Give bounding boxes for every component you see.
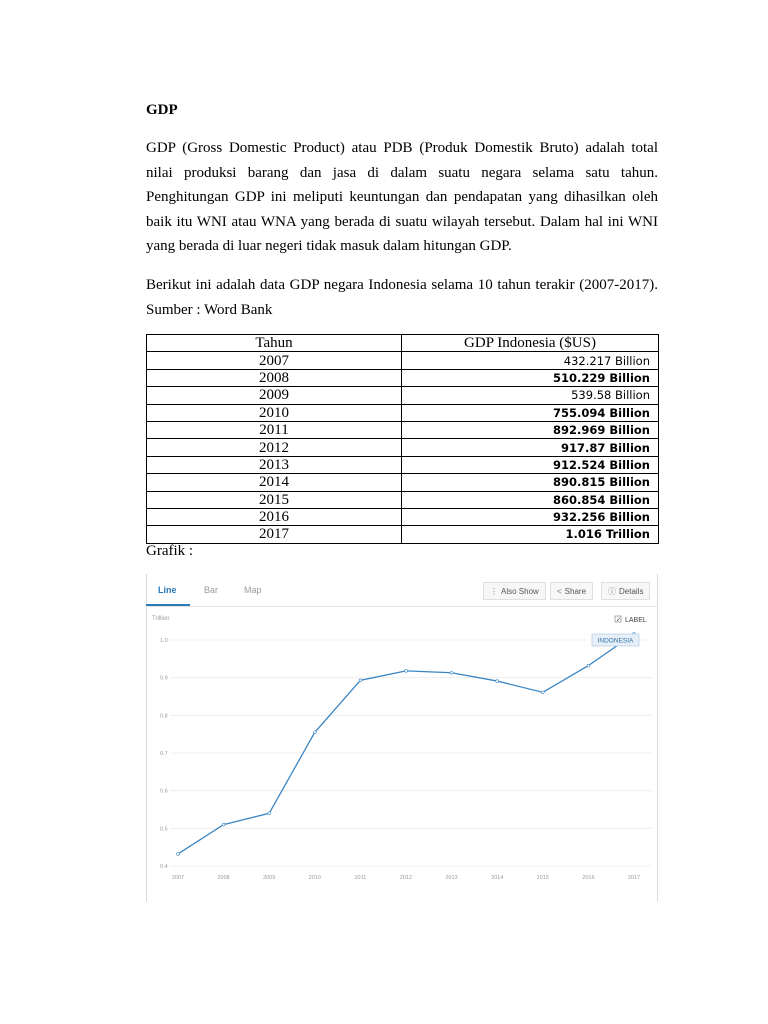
y-tick-label: 0.9 <box>160 675 168 682</box>
details-button[interactable] <box>601 582 650 600</box>
y-tick-label: 0.5 <box>160 826 168 833</box>
tab-bar[interactable]: Bar <box>204 585 219 595</box>
y-tick-label: 1.0 <box>160 638 168 644</box>
table-row <box>147 352 659 369</box>
gdp-cell: 510.229 Billion <box>402 369 659 386</box>
x-tick-label: 2008 <box>217 875 230 881</box>
gdp-cell: 892.969 Billion <box>402 421 659 438</box>
year-cell: 2013 <box>147 456 402 473</box>
share-label: Share <box>564 587 587 596</box>
gdp-cell: 912.524 Billion <box>402 456 659 473</box>
y-tick-label: 0.4 <box>160 864 168 870</box>
y-tick-label: 0.6 <box>160 788 168 795</box>
definition-paragraph: GDP (Gross Domestic Product) atau PDB (Produk Domestik Bruto) adalah total nilai produksi barang dan jasa di dalam suatu negara selama satu tahun. Penghitungan GDP ini meliputi keuntungan dan pendapatan yang dihasilkan oleh baik itu WNI atau WNA yang berada di suatu wilayah tersebut. Dalam hal ini WNI yang berada di luar negeri tidak masuk dalam hitungan GDP. <box>146 140 658 254</box>
x-tick-label: 2017 <box>627 875 641 881</box>
x-tick-label: 2013 <box>445 875 458 881</box>
x-tick-label: 2011 <box>354 875 367 881</box>
data-point <box>496 680 499 683</box>
year-cell: 2017 <box>147 526 402 543</box>
gdp-cell: 890.815 Billion <box>402 474 659 491</box>
year-cell: 2011 <box>147 421 402 438</box>
x-tick-label: 2015 <box>536 875 549 881</box>
header-tahun: Tahun <box>147 335 402 352</box>
x-tick-label: 2014 <box>491 875 504 881</box>
header-gdp: GDP Indonesia ($US) <box>402 335 659 352</box>
gdp-table <box>146 334 659 544</box>
series-points <box>177 633 636 856</box>
data-point <box>450 671 453 674</box>
data-point <box>222 823 225 826</box>
data-point <box>541 691 544 694</box>
x-tick-label: 2009 <box>263 875 276 881</box>
series-label-badge <box>592 634 639 646</box>
tab-line[interactable]: Line <box>158 585 177 595</box>
also-show-button[interactable] <box>483 582 546 600</box>
gdp-cell: 432.217 Billion <box>402 352 659 369</box>
series-line-indonesia <box>178 634 634 854</box>
table-row <box>147 474 659 491</box>
year-cell: 2012 <box>147 439 402 456</box>
info-icon: ⓘ <box>608 587 616 596</box>
gdp-cell: 932.256 Billion <box>402 508 659 525</box>
year-cell: 2009 <box>147 387 402 404</box>
table-row <box>147 439 659 456</box>
x-tick-label: 2012 <box>399 875 413 881</box>
intro-paragraph: Berikut ini adalah data GDP negara Indonesia selama 10 tahun terakir (2007-2017). Sumber : Word Bank <box>146 277 658 318</box>
year-cell: 2008 <box>147 369 402 386</box>
x-tick-label: 2007 <box>171 875 185 881</box>
table-row <box>147 456 659 473</box>
label-checkbox-text: LABEL <box>625 617 647 624</box>
details-label: Details <box>619 587 644 596</box>
data-point <box>405 669 408 672</box>
x-tick-labels <box>172 875 640 881</box>
share-button[interactable] <box>550 582 593 600</box>
year-cell: 2007 <box>147 352 402 369</box>
more-vertical-icon: ⋮ <box>490 587 498 596</box>
gdp-cell: 1.016 Trillion <box>402 526 659 543</box>
x-tick-label: 2016 <box>582 875 595 881</box>
year-cell: 2010 <box>147 404 402 421</box>
y-tick-label: 0.8 <box>160 713 168 720</box>
data-point <box>587 664 590 667</box>
y-axis-label: Trillion <box>152 616 170 622</box>
table-header-row <box>147 335 659 352</box>
gdp-chart-screenshot <box>146 574 658 902</box>
tab-map[interactable]: Map <box>244 585 262 595</box>
table-row <box>147 387 659 404</box>
table-row <box>147 508 659 525</box>
gdp-cell: 755.094 Billion <box>402 404 659 421</box>
table-row <box>147 369 659 386</box>
data-point <box>177 853 180 856</box>
chart-tab-bar <box>146 574 658 607</box>
table-row <box>147 404 659 421</box>
share-icon: < <box>557 587 562 596</box>
y-tick-labels <box>160 638 168 870</box>
table-row <box>147 491 659 508</box>
series-label-text: INDONESIA <box>597 637 634 645</box>
gdp-cell: 917.87 Billion <box>402 439 659 456</box>
year-cell: 2016 <box>147 508 402 525</box>
data-point <box>359 679 362 682</box>
label-checkbox[interactable] <box>615 616 647 624</box>
y-tick-label: 0.7 <box>160 751 168 757</box>
table-row <box>147 526 659 543</box>
line-chart <box>146 606 658 902</box>
gdp-cell: 539.58 Billion <box>402 387 659 404</box>
checkmark-icon: ✓ <box>616 617 622 624</box>
year-cell: 2014 <box>147 474 402 491</box>
data-point <box>268 812 271 815</box>
grafik-label: Grafik : <box>146 543 194 559</box>
data-point <box>313 731 316 734</box>
x-tick-label: 2010 <box>308 875 321 881</box>
chart-gridlines <box>170 637 652 866</box>
gdp-cell: 860.854 Billion <box>402 491 659 508</box>
section-heading: GDP <box>146 102 178 118</box>
year-cell: 2015 <box>147 491 402 508</box>
also-show-label: Also Show <box>501 587 539 596</box>
table-row <box>147 421 659 438</box>
